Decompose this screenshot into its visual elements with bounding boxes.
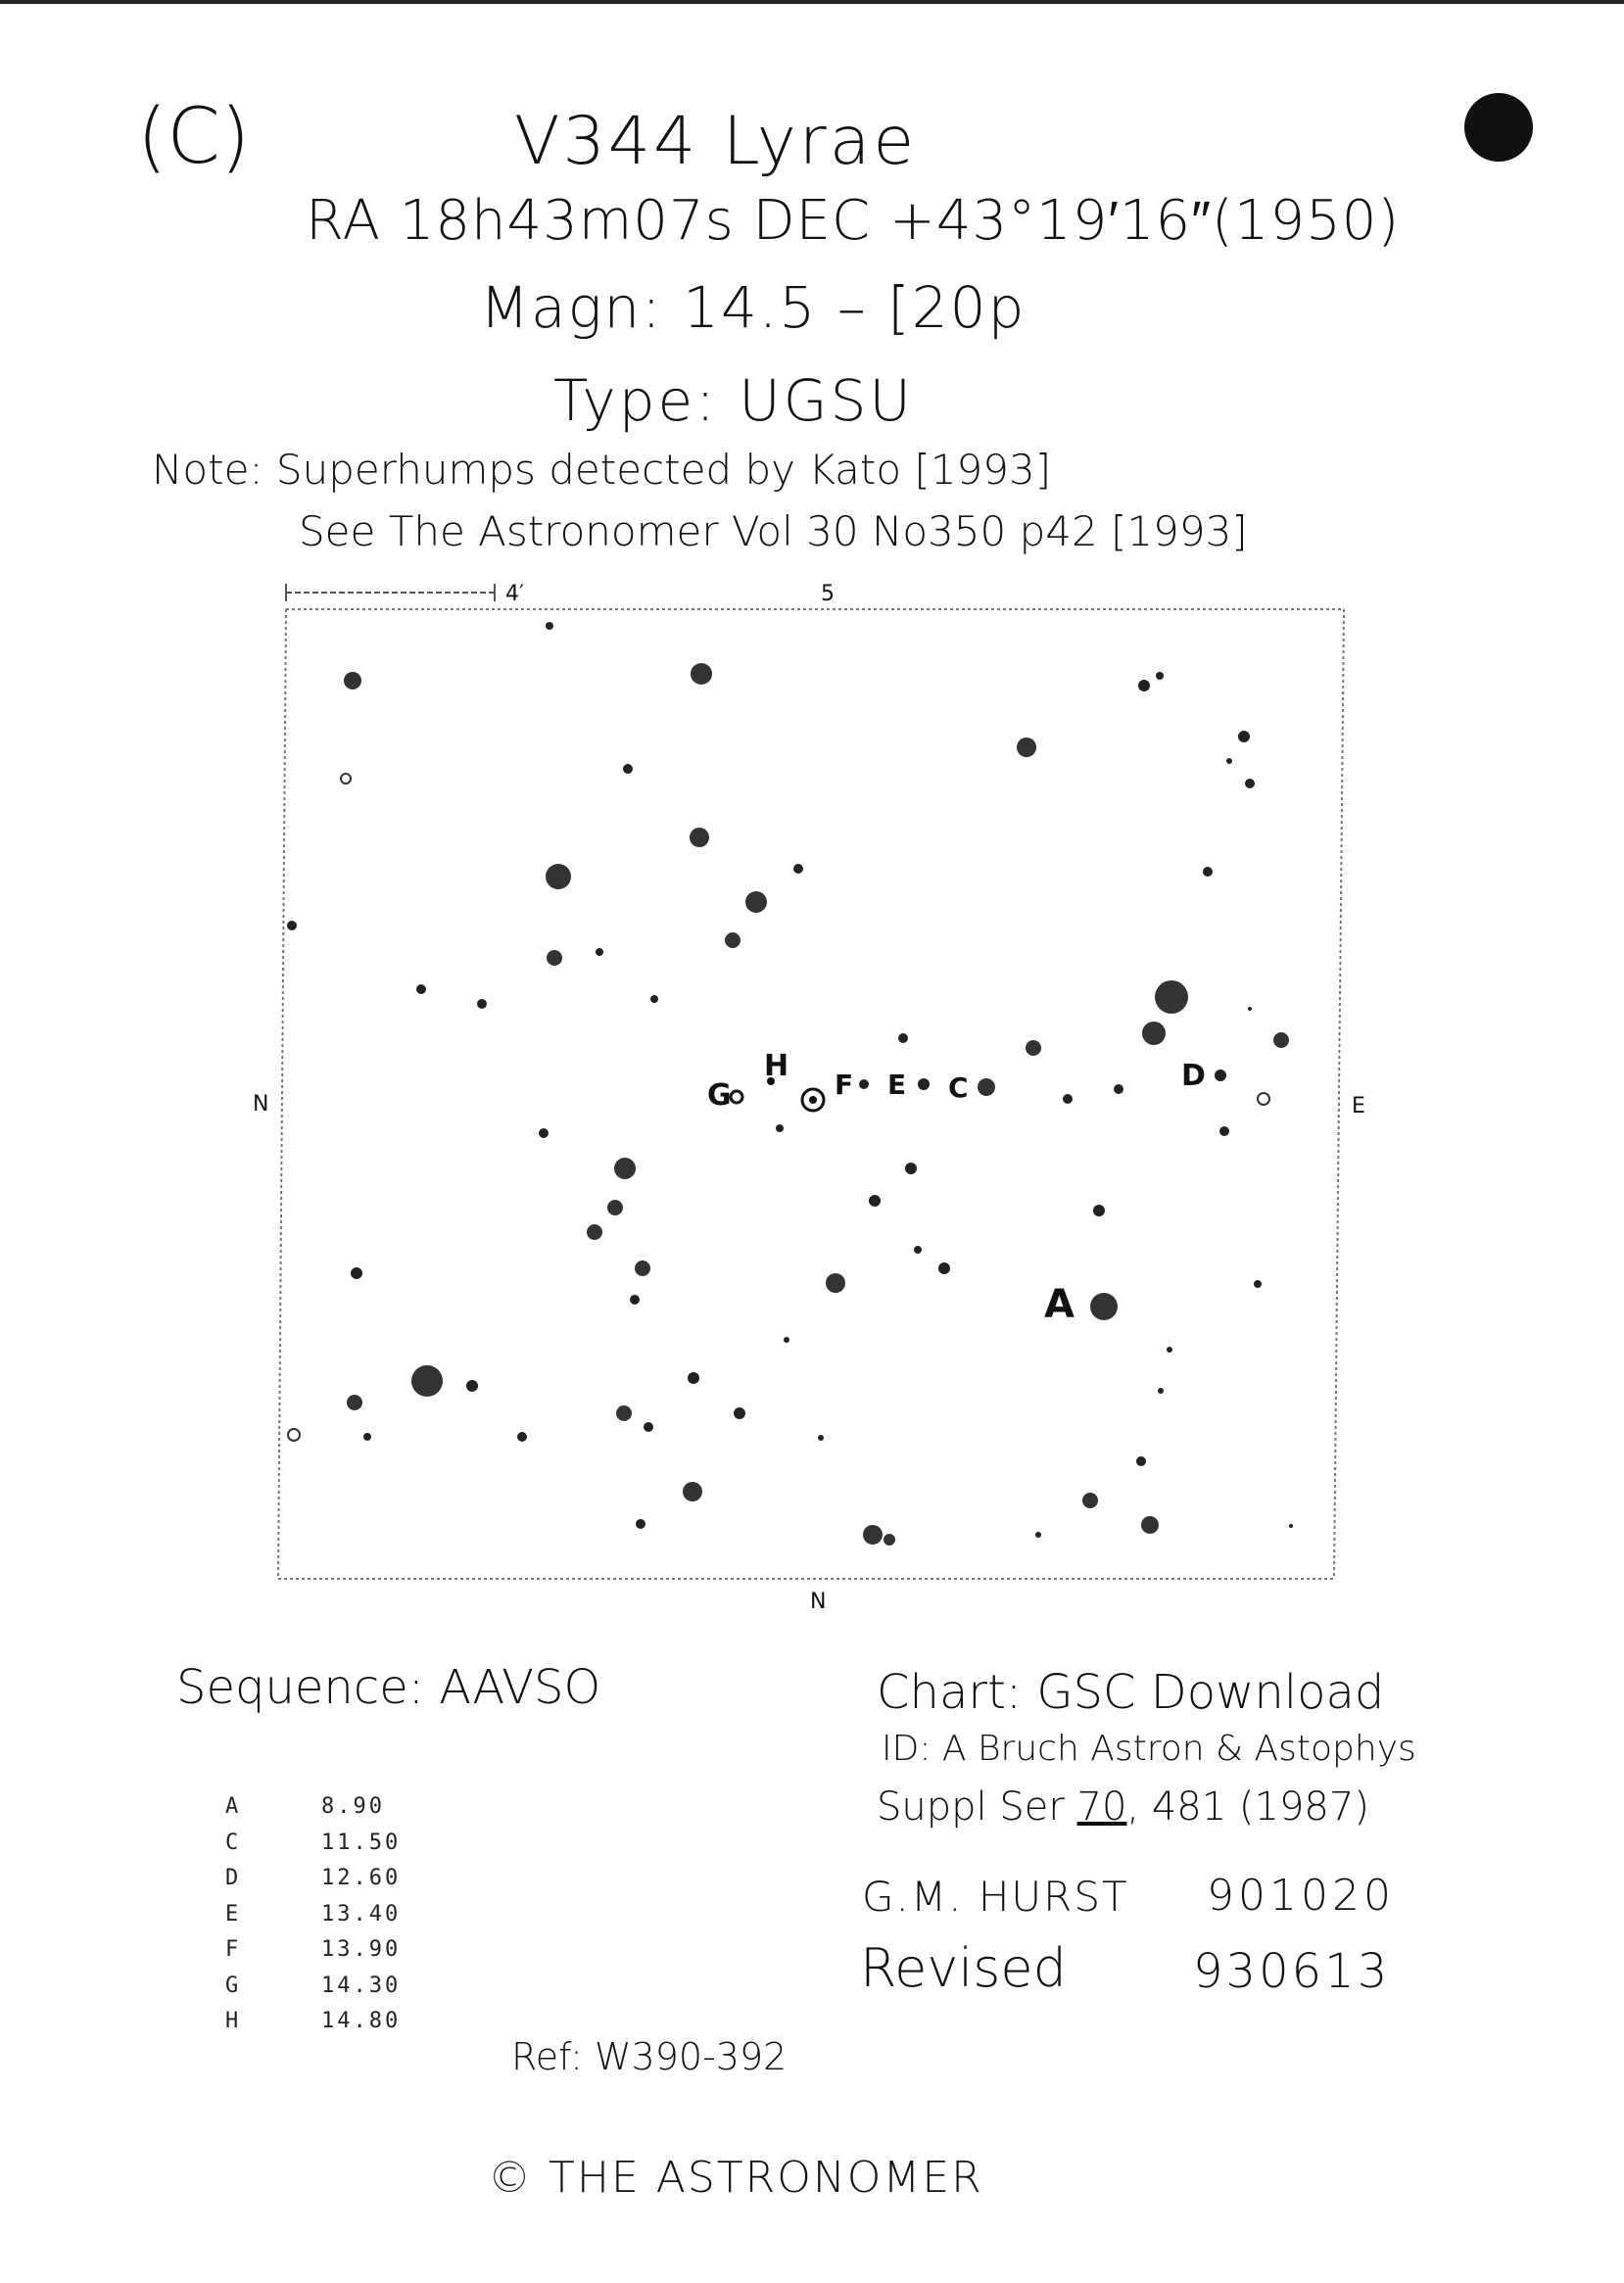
field-star [546, 864, 571, 889]
magnitude-range: Magn: 14.5 – [20p [480, 274, 1027, 341]
sequence-mag: 13.40 [321, 1901, 402, 1926]
field-star [1141, 1516, 1159, 1534]
field-star [636, 1519, 645, 1529]
field-star [691, 663, 712, 685]
field-star [1017, 737, 1036, 757]
field-star [616, 1405, 632, 1421]
field-star [517, 1432, 527, 1442]
field-star [1254, 1280, 1262, 1288]
field-stars [287, 622, 1293, 1546]
field-star [1245, 779, 1255, 788]
field-star [341, 774, 351, 784]
sequence-mag: 11.50 [321, 1830, 402, 1855]
section-label: (C) [137, 93, 251, 181]
field-star [826, 1273, 845, 1293]
field-star [1258, 1093, 1269, 1105]
top-tick-label: 5 [821, 582, 835, 606]
bottom-edge-label: N [810, 1590, 827, 1614]
sequence-star: C [225, 1830, 239, 1855]
field-star [690, 828, 709, 847]
field-star [644, 1422, 653, 1432]
field-star [1238, 731, 1250, 742]
field-star [288, 1429, 300, 1441]
field-star [623, 764, 633, 774]
sequence-title: Sequence: AAVSO [176, 1660, 601, 1715]
identification-line-1: ID: A Bruch Astron & Astophys [882, 1729, 1416, 1769]
field-star [734, 1407, 745, 1419]
field-star [1063, 1094, 1073, 1104]
field-star [635, 1260, 650, 1276]
field-star [1226, 758, 1232, 764]
field-star [344, 672, 361, 690]
id-suppl-prefix: Suppl Ser [877, 1784, 1077, 1830]
identification-line-2 [877, 1784, 1369, 1830]
revised-label: Revised [860, 1937, 1067, 1999]
field-star [630, 1295, 640, 1305]
field-star [596, 948, 603, 956]
field-star [793, 864, 803, 874]
field-star [547, 950, 562, 966]
sequence-mag: 8.90 [321, 1794, 385, 1819]
field-star [1138, 680, 1150, 691]
reference: Ref: W390-392 [511, 2035, 788, 2078]
field-star [1156, 672, 1164, 680]
id-suppl-suffix: , 481 (1987) [1126, 1784, 1369, 1830]
comp-label-h: H [764, 1049, 789, 1083]
field-star [1289, 1524, 1293, 1528]
field-star [898, 1033, 908, 1043]
sequence-mag: 12.60 [321, 1866, 402, 1890]
field-star [287, 921, 297, 930]
comp-label-c: C [948, 1071, 969, 1104]
field-star [784, 1337, 789, 1343]
field-star [546, 622, 553, 630]
field-star [466, 1380, 478, 1392]
star-name: V344 Lyrae [514, 103, 918, 180]
right-edge-label: E [1352, 1094, 1365, 1118]
comp-label-f: F [835, 1069, 854, 1101]
field-star [725, 932, 740, 948]
author-date: 901020 [1207, 1871, 1395, 1921]
revised-date: 930613 [1193, 1944, 1391, 1999]
field-star [1082, 1493, 1098, 1508]
copyright: © THE ASTRONOMER [488, 2153, 983, 2203]
field-star [650, 995, 658, 1003]
field-star [351, 1267, 362, 1279]
scale-bar-label: 4′ [505, 582, 524, 606]
chart-source: Chart: GSC Download [877, 1665, 1385, 1720]
field-star [1114, 1084, 1123, 1094]
sequence-mag: 14.80 [321, 2009, 402, 2033]
variable-type: Type: UGSU [553, 367, 914, 434]
field-star [745, 891, 767, 913]
left-edge-label: N [253, 1092, 269, 1117]
field-star [1219, 1126, 1229, 1136]
field-star [683, 1482, 702, 1501]
field-star [1167, 1347, 1172, 1353]
field-star [477, 999, 487, 1009]
sequence-star: E [225, 1901, 239, 1926]
field-star [869, 1195, 881, 1207]
comp-label-g: G [707, 1078, 732, 1113]
field-star [607, 1200, 623, 1215]
field-star [884, 1534, 895, 1546]
field-star [347, 1395, 362, 1410]
author-name: G.M. HURST [862, 1873, 1129, 1921]
field-star [1203, 867, 1213, 877]
field-star [587, 1224, 602, 1240]
sequence-star: G [225, 1973, 239, 1998]
coordinates: RA 18h43m07s DEC +43°19′16″(1950) [306, 189, 1401, 253]
field-star [863, 1525, 883, 1545]
comp-star-a [1090, 1293, 1118, 1320]
comp-star-e [918, 1078, 930, 1090]
sequence-mag: 13.90 [321, 1937, 402, 1962]
sequence-star: D [225, 1866, 239, 1890]
sequence-star: A [225, 1794, 239, 1819]
field-star [363, 1433, 371, 1441]
field-star [1093, 1205, 1105, 1216]
sequence-star: H [225, 2009, 239, 2033]
field-star [411, 1365, 443, 1397]
comp-star-d [1215, 1070, 1226, 1081]
comp-star-g [731, 1091, 742, 1103]
field-star [1158, 1388, 1164, 1394]
field-star [416, 984, 426, 994]
field-star [905, 1163, 917, 1174]
sequence-mag: 14.30 [321, 1973, 402, 1998]
comp-label-a: A [1044, 1282, 1075, 1327]
field-star [938, 1262, 950, 1274]
field-star [539, 1128, 549, 1138]
comp-label-e: E [887, 1069, 907, 1101]
field-star [1142, 1022, 1166, 1045]
field-star [818, 1435, 824, 1441]
comp-label-d: D [1181, 1059, 1206, 1093]
id-volume: 70 [1076, 1784, 1127, 1830]
field-star [1026, 1040, 1041, 1056]
field-star [1155, 980, 1188, 1014]
note-line-1: Note: Superhumps detected by Kato [1993] [152, 446, 1052, 494]
field-star [1273, 1032, 1289, 1048]
field-star [688, 1372, 699, 1384]
comp-star-f [859, 1079, 869, 1089]
field-star [1035, 1532, 1041, 1538]
variable-star-marker [802, 1089, 824, 1111]
comp-star-c [978, 1078, 995, 1096]
sequence-star: F [225, 1937, 239, 1962]
note-line-2: See The Astronomer Vol 30 No350 p42 [1993] [299, 507, 1248, 555]
field-star [914, 1246, 922, 1254]
field-star [1136, 1456, 1146, 1466]
field-star [1248, 1007, 1252, 1011]
field-star [776, 1124, 784, 1132]
field-star [614, 1158, 636, 1179]
